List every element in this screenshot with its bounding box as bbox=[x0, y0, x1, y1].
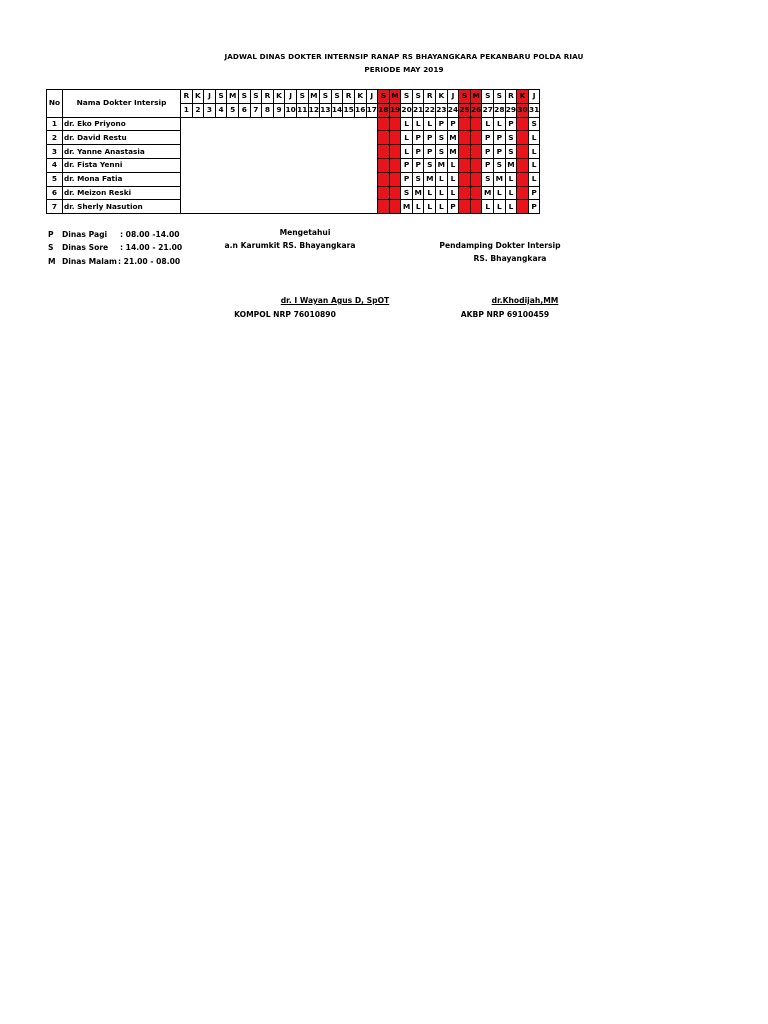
shift-cell: L bbox=[459, 131, 471, 145]
shift-cell: L bbox=[378, 158, 390, 172]
shift-cell: L bbox=[378, 172, 390, 186]
day-letter: J bbox=[285, 90, 297, 104]
date-cell: 30 bbox=[517, 103, 529, 117]
shift-cell: L bbox=[517, 200, 529, 214]
doctor-row bbox=[47, 186, 540, 200]
shift-cell: L bbox=[528, 145, 540, 159]
legend-time: : 21.00 - 08.00 bbox=[118, 256, 181, 266]
legend-row bbox=[48, 241, 182, 254]
doctor-no: 3 bbox=[47, 145, 63, 159]
empty-cells bbox=[181, 186, 378, 200]
legend-code: M bbox=[48, 256, 56, 266]
doctor-name: dr. Yanne Anastasia bbox=[63, 145, 181, 159]
shift-cell: M bbox=[482, 186, 494, 200]
empty-cells bbox=[181, 145, 378, 159]
day-letter: S bbox=[320, 90, 332, 104]
shift-cell: M bbox=[517, 145, 529, 159]
shift-cell: L bbox=[482, 200, 494, 214]
date-cell: 28 bbox=[494, 103, 506, 117]
doctor-no: 6 bbox=[47, 186, 63, 200]
date-cell: 31 bbox=[528, 103, 540, 117]
header-no: No bbox=[47, 90, 63, 118]
shift-cell: L bbox=[517, 186, 529, 200]
shift-cell: L bbox=[459, 186, 471, 200]
day-letter: R bbox=[343, 90, 355, 104]
shift-cell: M bbox=[470, 117, 482, 131]
date-cell: 20 bbox=[401, 103, 413, 117]
shift-cell: L bbox=[389, 158, 401, 172]
shift-cell: M bbox=[401, 200, 413, 214]
day-letter: M bbox=[470, 90, 482, 104]
shift-cell: S bbox=[459, 117, 471, 131]
date-cell: 22 bbox=[424, 103, 436, 117]
shift-cell: L bbox=[470, 145, 482, 159]
day-letter: J bbox=[528, 90, 540, 104]
doctor-no: 2 bbox=[47, 131, 63, 145]
shift-cell: P bbox=[378, 117, 390, 131]
shift-cell: L bbox=[517, 172, 529, 186]
date-cell: 21 bbox=[412, 103, 424, 117]
doctor-name: dr. Sherly Nasution bbox=[63, 200, 181, 214]
date-cell: 25 bbox=[459, 103, 471, 117]
shift-cell: L bbox=[401, 145, 413, 159]
shift-cell: M bbox=[412, 186, 424, 200]
shift-cell: S bbox=[505, 145, 517, 159]
doctor-no: 4 bbox=[47, 158, 63, 172]
shift-cell: L bbox=[459, 145, 471, 159]
date-cell: 6 bbox=[238, 103, 250, 117]
doctor-row bbox=[47, 131, 540, 145]
shift-cell: L bbox=[424, 186, 436, 200]
date-cell: 26 bbox=[470, 103, 482, 117]
shift-cell: L bbox=[412, 200, 424, 214]
shift-cell: S bbox=[494, 158, 506, 172]
shift-cell: P bbox=[482, 158, 494, 172]
day-letter: R bbox=[505, 90, 517, 104]
day-letter: S bbox=[401, 90, 413, 104]
date-cell: 5 bbox=[227, 103, 239, 117]
shift-cell: M bbox=[424, 172, 436, 186]
legend-row bbox=[48, 255, 182, 268]
day-letter: S bbox=[378, 90, 390, 104]
schedule-table bbox=[46, 89, 540, 214]
date-cell: 15 bbox=[343, 103, 355, 117]
shift-cell: L bbox=[447, 172, 459, 186]
day-letter: M bbox=[227, 90, 239, 104]
date-cell: 29 bbox=[505, 103, 517, 117]
doctor-no: 7 bbox=[47, 200, 63, 214]
date-cell: 11 bbox=[296, 103, 308, 117]
shift-cell: S bbox=[470, 200, 482, 214]
doctor-row bbox=[47, 172, 540, 186]
day-letter: S bbox=[459, 90, 471, 104]
shift-cell: P bbox=[424, 131, 436, 145]
day-letter: R bbox=[262, 90, 274, 104]
day-letter: R bbox=[424, 90, 436, 104]
shift-cell: L bbox=[505, 200, 517, 214]
shift-cell: L bbox=[401, 131, 413, 145]
shift-cell: S bbox=[505, 131, 517, 145]
legend-label: Dinas Pagi bbox=[62, 230, 108, 239]
shift-cell: P bbox=[505, 117, 517, 131]
shift-cell: P bbox=[412, 131, 424, 145]
doctor-row bbox=[47, 158, 540, 172]
shift-cell: L bbox=[505, 172, 517, 186]
shift-cell: L bbox=[528, 172, 540, 186]
shift-cell: P bbox=[401, 172, 413, 186]
shift-cell: L bbox=[459, 158, 471, 172]
date-cell: 2 bbox=[192, 103, 204, 117]
legend-row bbox=[48, 228, 182, 241]
day-letter: K bbox=[436, 90, 448, 104]
date-cell: 23 bbox=[436, 103, 448, 117]
day-letter: K bbox=[354, 90, 366, 104]
shift-cell: P bbox=[517, 117, 529, 131]
shift-cell: P bbox=[412, 145, 424, 159]
signature-left-name: dr. I Wayan Agus D, SpOT bbox=[280, 296, 390, 305]
date-cell: 9 bbox=[273, 103, 285, 117]
signature-right-role: RS. Bhayangkara bbox=[473, 254, 547, 263]
legend-time: : 08.00 -14.00 bbox=[120, 230, 180, 239]
shift-cell: L bbox=[482, 117, 494, 131]
shift-cell: P bbox=[436, 117, 448, 131]
day-letter: J bbox=[204, 90, 216, 104]
shift-cell: S bbox=[528, 117, 540, 131]
doctor-name: dr. Meizon Reski bbox=[63, 186, 181, 200]
legend-label: Dinas Sore bbox=[62, 243, 109, 253]
shift-cell: L bbox=[470, 172, 482, 186]
date-cell: 13 bbox=[320, 103, 332, 117]
doctor-no: 1 bbox=[47, 117, 63, 131]
shift-cell: L bbox=[436, 172, 448, 186]
shift-cell: S bbox=[401, 186, 413, 200]
day-letter: S bbox=[215, 90, 227, 104]
shift-cell: M bbox=[389, 131, 401, 145]
doctor-name: dr. David Restu bbox=[63, 131, 181, 145]
shift-cell: L bbox=[436, 200, 448, 214]
shift-cell: L bbox=[401, 117, 413, 131]
shift-cell: L bbox=[436, 186, 448, 200]
day-letter: S bbox=[494, 90, 506, 104]
doctor-name: dr. Eko Priyono bbox=[63, 117, 181, 131]
shift-cell: P bbox=[528, 200, 540, 214]
shift-cell: L bbox=[378, 200, 390, 214]
date-cell: 18 bbox=[378, 103, 390, 117]
shift-cell: P bbox=[494, 145, 506, 159]
shift-cell: S bbox=[436, 145, 448, 159]
empty-cells bbox=[181, 200, 378, 214]
shift-cell: L bbox=[424, 200, 436, 214]
schedule-period: PERIODE MAY 2019 bbox=[364, 65, 444, 74]
shift-cell: M bbox=[447, 145, 459, 159]
shift-cell: M bbox=[517, 131, 529, 145]
shift-cell: P bbox=[482, 131, 494, 145]
shift-cell: L bbox=[447, 186, 459, 200]
shift-cell: M bbox=[447, 131, 459, 145]
shift-cell: L bbox=[494, 117, 506, 131]
date-cell: 24 bbox=[447, 103, 459, 117]
doctor-name: dr. Mona Fatia bbox=[63, 172, 181, 186]
shift-cell: S bbox=[412, 172, 424, 186]
shift-cell: P bbox=[447, 117, 459, 131]
day-letter: M bbox=[389, 90, 401, 104]
date-cell: 27 bbox=[482, 103, 494, 117]
empty-cells bbox=[181, 131, 378, 145]
shift-cell: P bbox=[528, 186, 540, 200]
doctor-row bbox=[47, 145, 540, 159]
shift-cell: L bbox=[528, 131, 540, 145]
day-letter: K bbox=[192, 90, 204, 104]
day-letter: K bbox=[517, 90, 529, 104]
legend-label: Dinas Malam bbox=[62, 256, 117, 266]
shift-cell: S bbox=[424, 158, 436, 172]
shift-cell: P bbox=[459, 200, 471, 214]
shift-cell: L bbox=[389, 172, 401, 186]
signature-left-role: a.n Karumkit RS. Bhayangkara bbox=[224, 241, 356, 250]
day-letter: M bbox=[308, 90, 320, 104]
doctor-name: dr. Fista Yenni bbox=[63, 158, 181, 172]
empty-cells bbox=[181, 117, 378, 131]
date-cell: 14 bbox=[331, 103, 343, 117]
shift-cell: L bbox=[424, 117, 436, 131]
shift-cell: S bbox=[482, 172, 494, 186]
signature-left-header: Mengetahui bbox=[279, 228, 331, 237]
legend-code: P bbox=[48, 230, 54, 239]
day-letter: S bbox=[412, 90, 424, 104]
date-cell: 8 bbox=[262, 103, 274, 117]
doctor-row bbox=[47, 117, 540, 131]
shift-cell: L bbox=[505, 186, 517, 200]
day-letter: J bbox=[366, 90, 378, 104]
shift-cell: L bbox=[517, 158, 529, 172]
signature-right-name: dr.Khodijah,MM bbox=[491, 296, 559, 305]
shift-cell: L bbox=[470, 158, 482, 172]
header-name: Nama Dokter Intersip bbox=[63, 90, 181, 118]
shift-cell: L bbox=[459, 172, 471, 186]
date-cell: 10 bbox=[285, 103, 297, 117]
shift-cell: L bbox=[412, 117, 424, 131]
shift-cell: L bbox=[494, 186, 506, 200]
shift-cell: L bbox=[447, 158, 459, 172]
shift-cell: L bbox=[470, 131, 482, 145]
empty-cells bbox=[181, 172, 378, 186]
header-row-days bbox=[47, 90, 540, 104]
date-cell: 1 bbox=[181, 103, 193, 117]
schedule-title: JADWAL DINAS DOKTER INTERNSIP RANAP RS BHAYANGKARA PEKANBARU POLDA RIAU bbox=[224, 52, 584, 61]
day-letter: S bbox=[482, 90, 494, 104]
shift-cell: M bbox=[494, 172, 506, 186]
date-cell: 19 bbox=[389, 103, 401, 117]
shift-cell: S bbox=[436, 131, 448, 145]
day-letter: S bbox=[296, 90, 308, 104]
signature-right-header: Pendamping Dokter Intersip bbox=[439, 241, 561, 250]
shift-legend bbox=[48, 228, 182, 268]
empty-cells bbox=[181, 158, 378, 172]
shift-cell: P bbox=[470, 186, 482, 200]
shift-cell: P bbox=[424, 145, 436, 159]
date-cell: 3 bbox=[204, 103, 216, 117]
date-cell: 7 bbox=[250, 103, 262, 117]
day-letter: S bbox=[250, 90, 262, 104]
date-cell: 12 bbox=[308, 103, 320, 117]
day-letter: S bbox=[238, 90, 250, 104]
date-cell: 17 bbox=[366, 103, 378, 117]
shift-cell: P bbox=[494, 131, 506, 145]
day-letter: R bbox=[181, 90, 193, 104]
signature-left-rank: KOMPOL NRP 76010890 bbox=[234, 310, 336, 319]
doctor-row bbox=[47, 200, 540, 214]
date-cell: 16 bbox=[354, 103, 366, 117]
day-letter: S bbox=[331, 90, 343, 104]
shift-cell: P bbox=[389, 200, 401, 214]
shift-cell: L bbox=[378, 186, 390, 200]
shift-cell: P bbox=[447, 200, 459, 214]
date-cell: 4 bbox=[215, 103, 227, 117]
shift-cell: L bbox=[528, 158, 540, 172]
shift-cell: L bbox=[389, 186, 401, 200]
shift-cell: M bbox=[436, 158, 448, 172]
shift-cell: P bbox=[412, 158, 424, 172]
signature-right-rank: AKBP NRP 69100459 bbox=[460, 310, 550, 319]
day-letter: K bbox=[273, 90, 285, 104]
shift-cell: P bbox=[401, 158, 413, 172]
shift-cell: P bbox=[482, 145, 494, 159]
legend-code: S bbox=[48, 243, 54, 253]
shift-cell: M bbox=[505, 158, 517, 172]
doctor-no: 5 bbox=[47, 172, 63, 186]
shift-cell: L bbox=[389, 145, 401, 159]
legend-time: : 14.00 - 21.00 bbox=[120, 243, 183, 253]
shift-cell: S bbox=[389, 117, 401, 131]
shift-cell: S bbox=[378, 131, 390, 145]
shift-cell: L bbox=[494, 200, 506, 214]
day-letter: J bbox=[447, 90, 459, 104]
shift-cell: M bbox=[378, 145, 390, 159]
